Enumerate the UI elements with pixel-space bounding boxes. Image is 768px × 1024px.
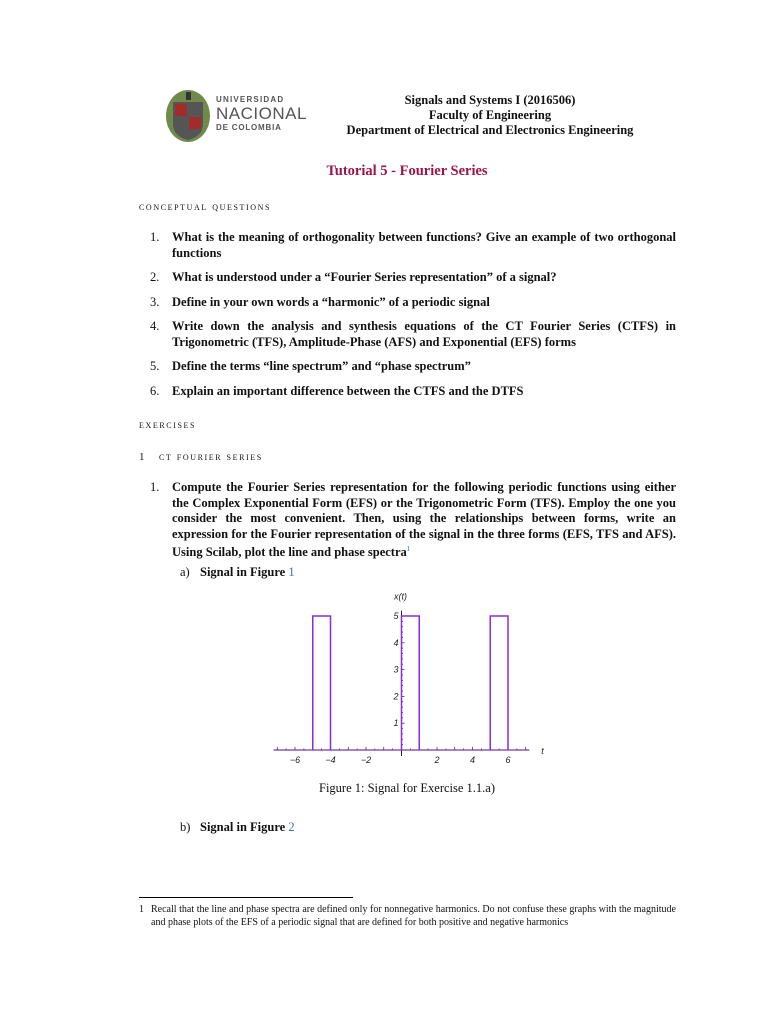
item-text: Define the terms “line spectrum” and “phase spectrum”	[172, 359, 471, 373]
footnote-number: 1	[139, 904, 144, 915]
item-number: 1.	[150, 480, 160, 494]
exercise-item	[139, 480, 676, 561]
university-logo	[163, 86, 307, 144]
figure-ref-link[interactable]: 2	[288, 820, 295, 835]
document-body	[139, 200, 676, 836]
footnote-text: Recall that the line and phase spectra are defined only for nonnegative harmonics. Do not confuse these graphs with the magnitude and phase plots of the EFS of a periodic signal that are defined for both positive and negative harmonics	[151, 904, 676, 928]
item-number: 1.	[150, 230, 160, 244]
question-item	[139, 359, 676, 375]
crest-icon	[163, 86, 213, 144]
department-name: Department of Electrical and Electronics Engineering	[346, 123, 634, 137]
sub-item-text: Signal in Figure	[200, 564, 289, 579]
logo-text: UNIVERSIDAD	[216, 95, 285, 104]
faculty-name: Faculty of Engineering	[428, 108, 552, 122]
y-tick-label: 1	[393, 718, 399, 729]
subsection-heading: ct fourier series	[159, 451, 263, 463]
item-number: 6.	[150, 383, 160, 398]
x-axis-label: t	[541, 746, 544, 757]
item-number: 3.	[150, 294, 160, 309]
figure-ref-link[interactable]: 1	[288, 564, 295, 579]
item-text: What is the meaning of orthogonality between functions? Give an example of two orthogonal functions	[172, 230, 676, 260]
footnote-divider	[139, 897, 353, 898]
item-text: Explain an important difference between the CTFS and the DTFS	[172, 383, 524, 398]
item-number: 2.	[150, 270, 160, 284]
item-number: 4.	[150, 319, 160, 333]
question-item	[139, 270, 676, 286]
x-tick-label: −6	[289, 755, 301, 766]
footnote	[139, 903, 676, 929]
y-tick-label: 2	[393, 691, 399, 702]
signal-pulse	[313, 616, 331, 750]
question-item	[139, 230, 676, 261]
x-tick-label: −4	[325, 755, 336, 766]
item-text: Define in your own words a “harmonic” of a periodic signal	[172, 294, 490, 309]
signal-chart	[139, 580, 676, 778]
figure-caption: Figure 1: Signal for Exercise 1.1.a)	[319, 781, 495, 796]
x-tick-label: 2	[434, 755, 440, 766]
x-tick-label: 6	[505, 755, 511, 766]
logo-text: NACIONAL	[216, 104, 307, 123]
y-axis-label: x(t)	[394, 591, 407, 602]
item-text: Write down the analysis and synthesis equations of the CT Fourier Series (CTFS) in Trigonometric (TFS), Amplitude-Phase (AFS) and Exponential (EFS) forms	[172, 319, 676, 349]
sub-item-label: a)	[180, 564, 190, 579]
question-item	[139, 295, 676, 311]
y-tick-label: 4	[393, 637, 399, 648]
signal-pulse	[490, 616, 508, 750]
item-text: What is understood under a “Fourier Series representation” of a signal?	[172, 270, 557, 284]
question-item	[139, 319, 676, 350]
section-heading-exercises: exercises	[139, 419, 197, 431]
sub-item-label: b)	[180, 820, 191, 835]
figure-1	[139, 580, 676, 778]
subsection-heading-row	[139, 450, 676, 464]
x-tick-label: 4	[469, 755, 476, 766]
subsection-number: 1	[139, 451, 147, 463]
item-number: 5.	[150, 359, 160, 373]
course-name: Signals and Systems I (2016506)	[404, 93, 576, 107]
item-text: Compute the Fourier Series representation for the following periodic functions using either the Complex Exponential Form (EFS) or the Trigonometric Form (TFS). Employ the one you consider the most convenient. Then, using the relationships between forms, write an expression for the Fourier representation of the signal in the three forms (EFS, TFS and AFS). Using Scilab, plot the line and phase spectra	[172, 480, 676, 560]
sub-item-b	[139, 820, 676, 836]
question-item	[139, 384, 676, 400]
sub-item-a	[139, 565, 676, 581]
section-heading-conceptual: conceptual questions	[139, 201, 272, 213]
footnote-ref-link[interactable]: 1	[406, 545, 411, 553]
logo-text: DE COLOMBIA	[216, 123, 282, 132]
x-tick-label: −2	[360, 755, 372, 766]
signal-pulse	[402, 616, 420, 750]
y-tick-label: 3	[393, 664, 399, 675]
sub-item-text: Signal in Figure	[200, 820, 289, 835]
document-title: Tutorial 5 - Fourier Series	[326, 163, 488, 179]
y-tick-label: 5	[393, 611, 399, 622]
